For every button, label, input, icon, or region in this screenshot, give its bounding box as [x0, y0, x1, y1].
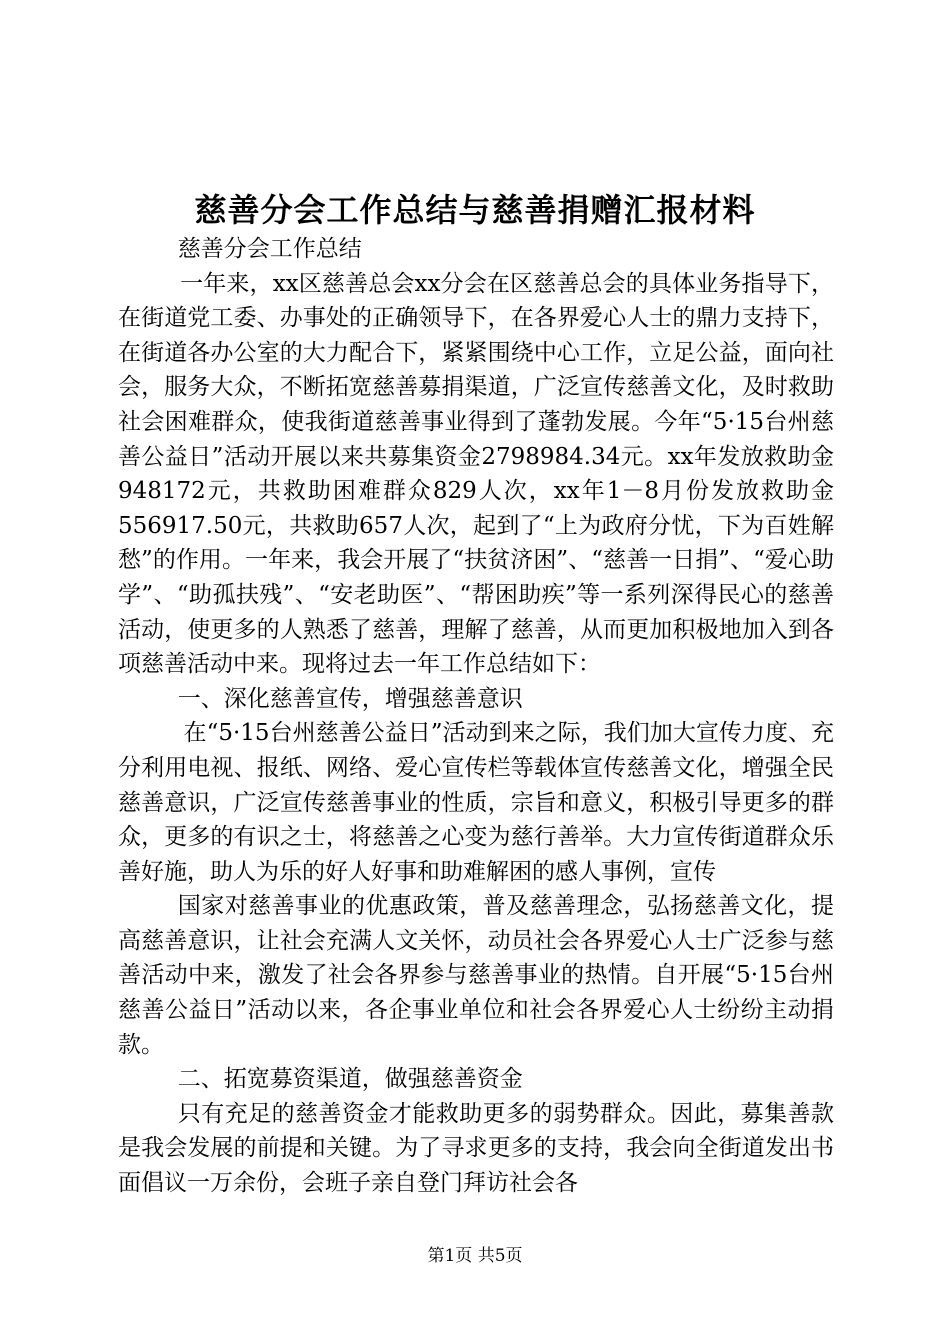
body-paragraph: 在“5·15台州慈善公益日”活动到来之际，我们加大宣传力度、充分利用电视、报纸、网络、爱心宣传栏等载体宣传慈善文化，增强全民慈善意识，广泛宣传慈善事业的性质，宗旨和意义，积极引导更多的群众，更多的有识之士，将慈善之心变为慈行善举。大力宣传街道群众乐善好施，助人为乐的好人好事和助难解困的感人事例，宣传	[118, 720, 834, 885]
document-title: 慈善分会工作总结与慈善捐赠汇报材料	[194, 191, 756, 229]
section-heading: 一、深化慈善宣传，增强慈善意识	[177, 685, 523, 712]
document-body	[118, 232, 834, 1201]
body-paragraph: 只有充足的慈善资金才能救助更多的弱势群众。因此，募集善款是我会发展的前提和关键。为了寻求更多的支持，我会向全街道发出书面倡议一万余份，会班子亲自登门拜访社会各	[118, 1100, 834, 1197]
body-paragraph: 一年来，xx区慈善总会xx分会在区慈善总会的具体业务指导下，在街道党工委、办事处的正确领导下，在各界爱心人士的鼎力支持下，在街道各办公室的大力配合下，紧紧围绕中心工作，立足公益，面向社会，服务大众，不断拓宽慈善募捐渠道，广泛宣传慈善文化，及时救助社会困难群众，使我街道慈善事业得到了蓬勃发展。今年“5·15台州慈善公益日”活动开展以来共募集资金2798984.34元。xx年发放救助金948172元，共救助困难群众829人次，xx年1－8月份发放救助金556917.50元，共救助657人次，起到了“上为政府分忧，下为百姓解愁”的作用。一年来，我会开展了“扶贫济困”、“慈善一日捐”、“爱心助学”、“助孤扶残”、“安老助医”、“帮困助疾”等一系列深得民心的慈善活动，使更多的人熟悉了慈善，理解了慈善，从而更加积极地加入到各项慈善活动中来。现将过去一年工作总结如下：	[118, 270, 834, 678]
body-paragraph: 国家对慈善事业的优惠政策，普及慈善理念，弘扬慈善文化，提高慈善意识，让社会充满人文关怀，动员社会各界爱心人士广泛参与慈善活动中来，激发了社会各界参与慈善事业的热情。自开展“5·15台州慈善公益日”活动以来，各企事业单位和社会各界爱心人士纷纷主动捐款。	[118, 893, 834, 1058]
page-number-footer: 第1页 共5页	[427, 1246, 523, 1266]
subtitle-paragraph: 慈善分会工作总结	[177, 236, 362, 262]
section-heading: 二、拓宽募资渠道，做强慈善资金	[177, 1066, 523, 1093]
